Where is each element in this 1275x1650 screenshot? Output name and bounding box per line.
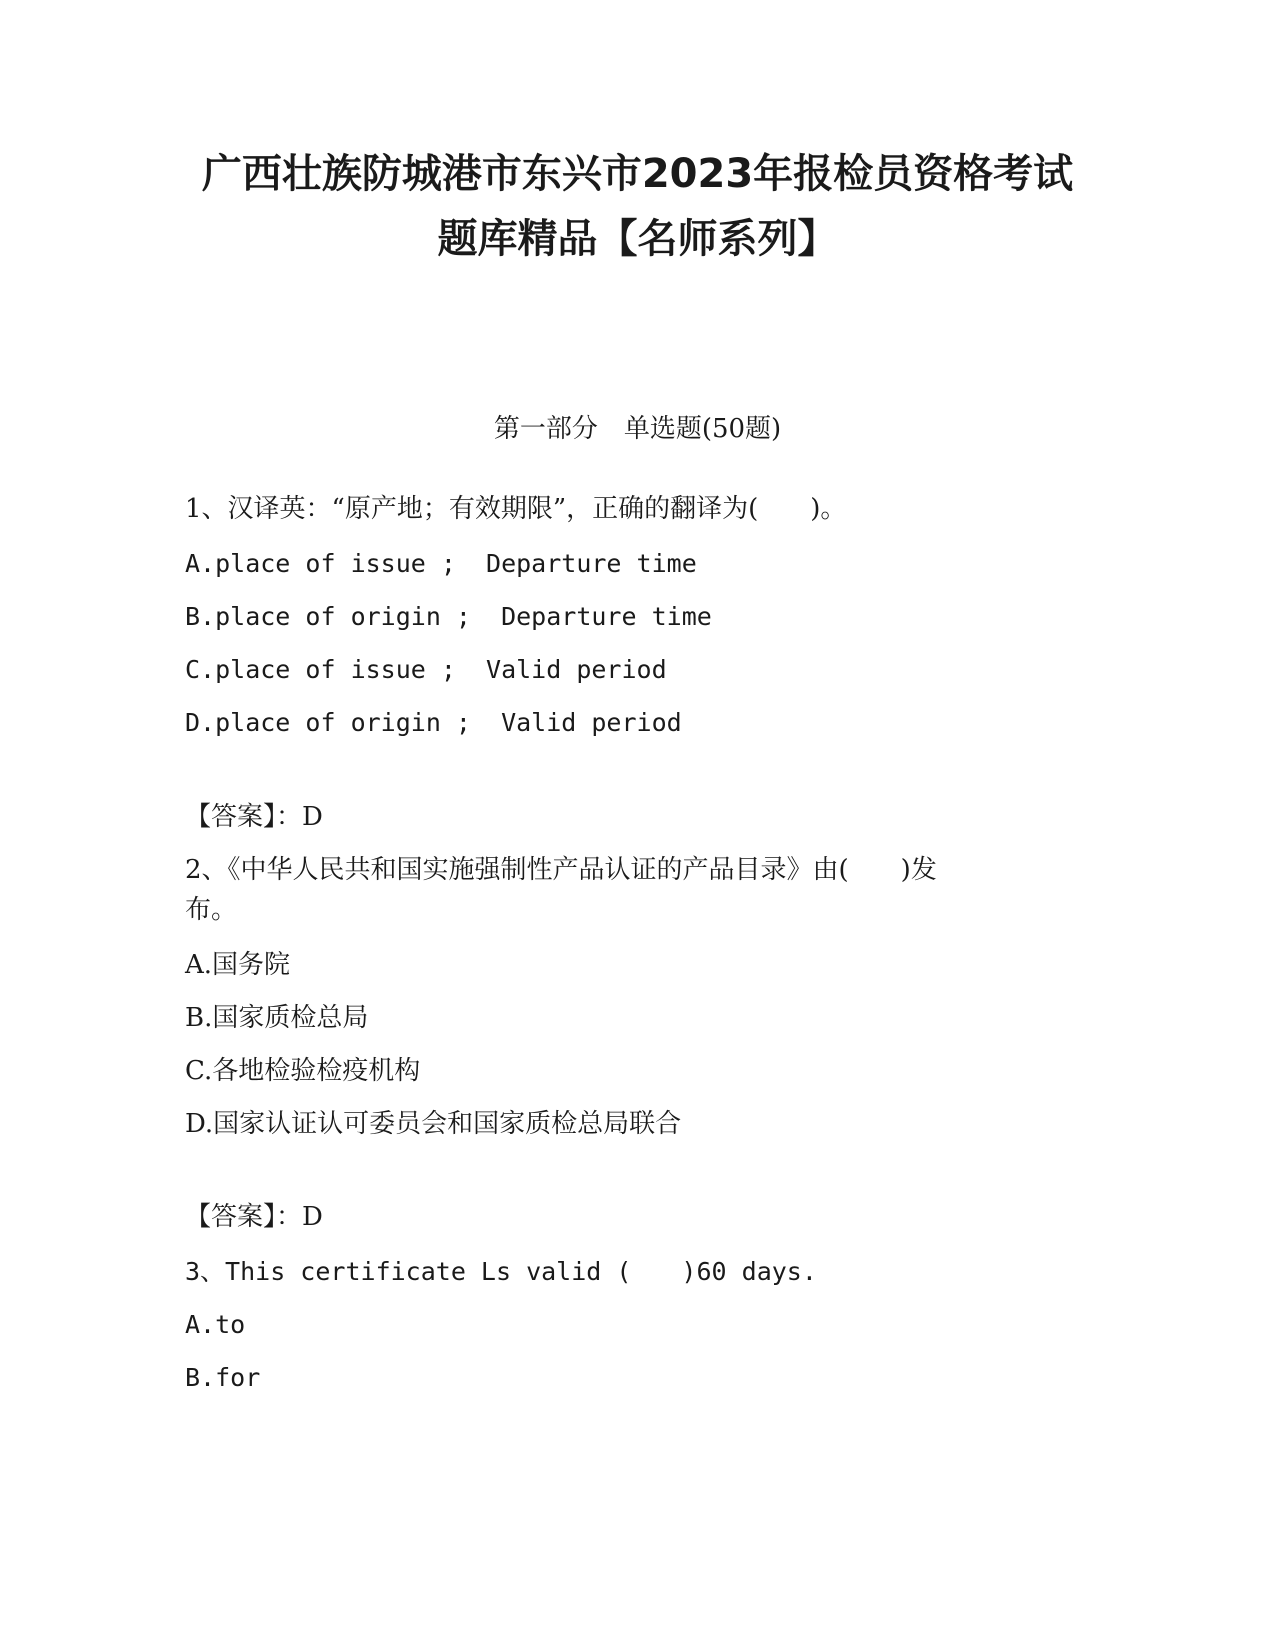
document-title-line-2: 题库精品【名师系列】 [437, 216, 838, 262]
question-2-option-d: D.国家认证认可委员会和国家质检总局联合 [185, 1109, 682, 1139]
question-1-option-c: C.place of issue ; Valid period [185, 655, 667, 684]
question-1-stem: 1、汉译英：“原产地；有效期限”，正确的翻译为( )。 [185, 494, 847, 524]
question-2-option-a: A.国务院 [185, 950, 291, 980]
question-2-answer: 【答案】：D [185, 1202, 323, 1232]
question-1-option-b: B.place of origin ; Departure time [185, 602, 712, 631]
section-heading: 第一部分 单选题(50题) [493, 414, 782, 444]
question-3-option-a: A.to [185, 1310, 246, 1339]
question-2-option-c: C.各地检验检疫机构 [185, 1056, 421, 1086]
question-3-stem: 3、This certificate Ls valid ( )60 days. [185, 1257, 817, 1286]
question-2-stem-line-2: 布。 [185, 895, 238, 925]
document-title-line-1: 广西壮族防城港市东兴市2023年报检员资格考试 [201, 151, 1074, 197]
question-3-option-b: B.for [185, 1363, 261, 1392]
question-1-option-a: A.place of issue ; Departure time [185, 549, 697, 578]
question-1-option-d: D.place of origin ; Valid period [185, 708, 682, 737]
question-2-option-b: B.国家质检总局 [185, 1003, 369, 1033]
question-1-answer: 【答案】：D [185, 802, 323, 832]
question-2-stem-line-1: 2、《中华人民共和国实施强制性产品认证的产品目录》由( )发 [185, 855, 937, 885]
